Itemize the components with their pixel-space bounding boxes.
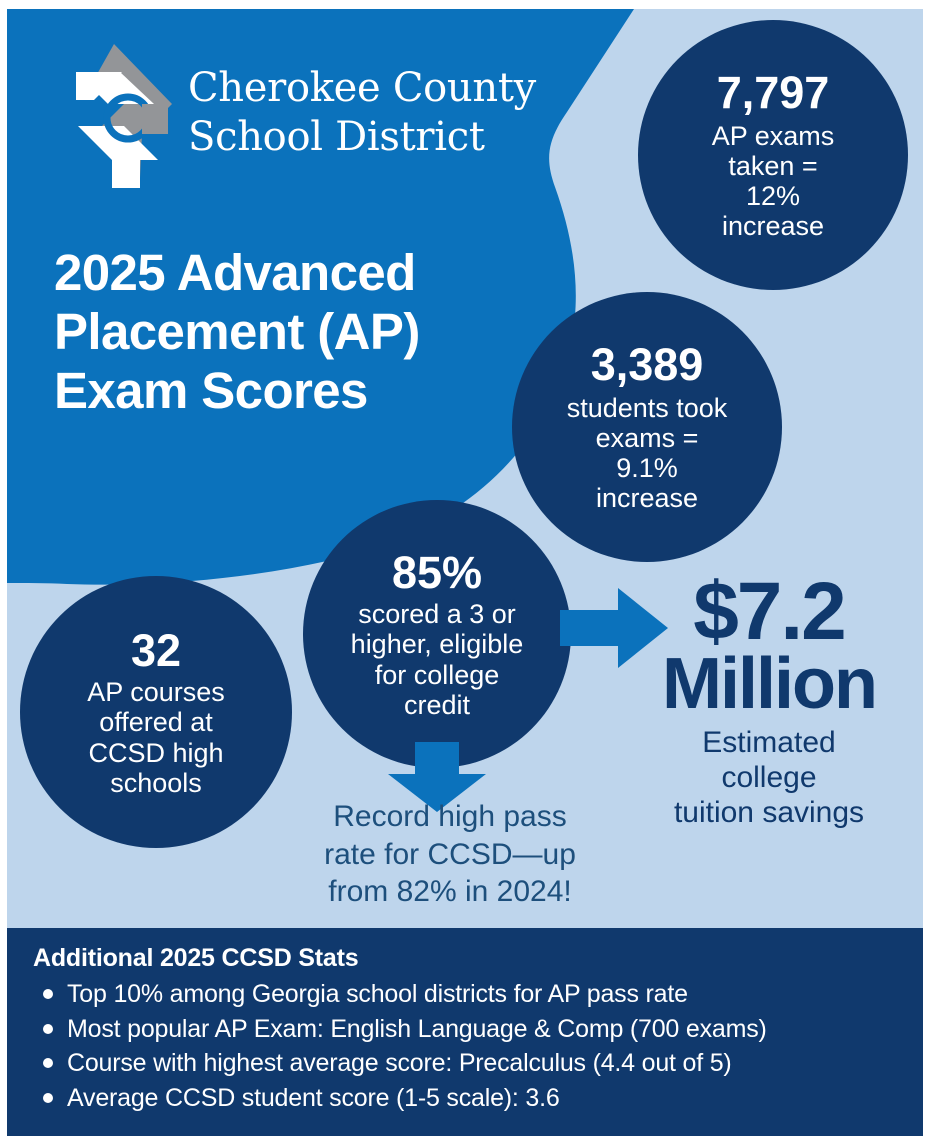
stat-label-courses-line-2: offered at	[99, 707, 213, 738]
tuition-caption-line-3: tuition savings	[673, 796, 865, 830]
tuition-savings-amount: $7.2	[693, 566, 845, 657]
additional-stats-title: Additional 2025 CCSD Stats	[33, 944, 359, 972]
ccsd-logo	[68, 42, 536, 187]
stat-label-students-line-4: increase	[595, 483, 699, 514]
stat-value-pass-rate: 85%	[391, 546, 483, 598]
stat-value-exams-taken: 7,797	[716, 67, 830, 119]
stat-value-ap-courses: 32	[130, 624, 182, 676]
page-title	[54, 243, 524, 420]
additional-stats-list	[33, 977, 903, 1115]
stat-item-text: Most popular AP Exam: English Language & Comp (700 exams)	[67, 1014, 767, 1043]
page-title-line-2: Placement (AP)	[54, 303, 420, 361]
ccsd-chevron-c-logo-icon	[68, 42, 178, 192]
stat-label-exams-line-4: increase	[721, 211, 825, 242]
stat-circle-students-took-exams	[512, 292, 782, 562]
stat-circle-pass-rate	[303, 500, 571, 768]
stat-item-text: Top 10% among Georgia school districts for AP pass rate	[67, 980, 688, 1008]
bullet-icon	[43, 989, 53, 999]
stat-label-students-line-1: students took	[566, 392, 728, 423]
tuition-savings-block	[624, 566, 914, 831]
tuition-caption-line-2: college	[721, 761, 817, 795]
bullet-icon	[43, 1093, 53, 1103]
stat-label-students-line-2: exams =	[595, 422, 699, 453]
list-item	[33, 1012, 903, 1047]
list-item	[33, 977, 903, 1012]
tuition-savings-caption	[624, 725, 914, 831]
stat-label-passrate-line-1: scored a 3 or	[358, 599, 516, 630]
tuition-caption-line-1: Estimated	[702, 725, 836, 759]
record-note-line-3: from 82% in 2024!	[328, 875, 572, 908]
record-note-line-1: Record high pass	[333, 800, 567, 833]
stat-label-courses-line-3: CCSD high	[88, 737, 224, 768]
list-item	[33, 1046, 903, 1081]
logo-wordmark	[188, 64, 536, 162]
stat-label-courses-line-4: schools	[110, 767, 202, 798]
stat-label-exams-line-1: AP exams	[711, 120, 835, 151]
stat-item-text: Average CCSD student score (1-5 scale): 3.6	[67, 1083, 560, 1112]
stat-circle-exams-taken	[638, 20, 908, 290]
bullet-icon	[43, 1024, 53, 1034]
stat-label-exams-line-3: 12%	[745, 181, 801, 212]
stat-label-courses-line-1: AP courses	[87, 677, 225, 708]
tuition-savings-unit: Million	[662, 644, 876, 725]
record-note-line-2: rate for CCSD—up	[324, 837, 576, 871]
stat-label-passrate-line-3: for college	[374, 659, 500, 690]
logo-line-1: Cherokee County	[188, 65, 536, 111]
stat-label-passrate-line-4: credit	[403, 689, 471, 720]
page-title-line-1: 2025 Advanced	[54, 244, 416, 301]
additional-stats-panel	[7, 928, 923, 1136]
stat-item-text: Course with highest average score: Precalculus (4.4 out of 5)	[67, 1049, 732, 1077]
stat-label-passrate-line-2: higher, eligible	[350, 629, 524, 660]
record-pass-rate-note	[300, 798, 600, 911]
list-item	[33, 1081, 903, 1116]
stat-value-students: 3,389	[590, 339, 704, 391]
stat-label-students-line-3: 9.1%	[616, 453, 678, 484]
logo-line-2: School District	[188, 113, 485, 160]
bullet-icon	[43, 1058, 53, 1068]
stat-circle-ap-courses	[20, 576, 292, 848]
page-title-line-3: Exam Scores	[54, 362, 368, 420]
stat-label-exams-line-2: taken =	[728, 150, 818, 181]
